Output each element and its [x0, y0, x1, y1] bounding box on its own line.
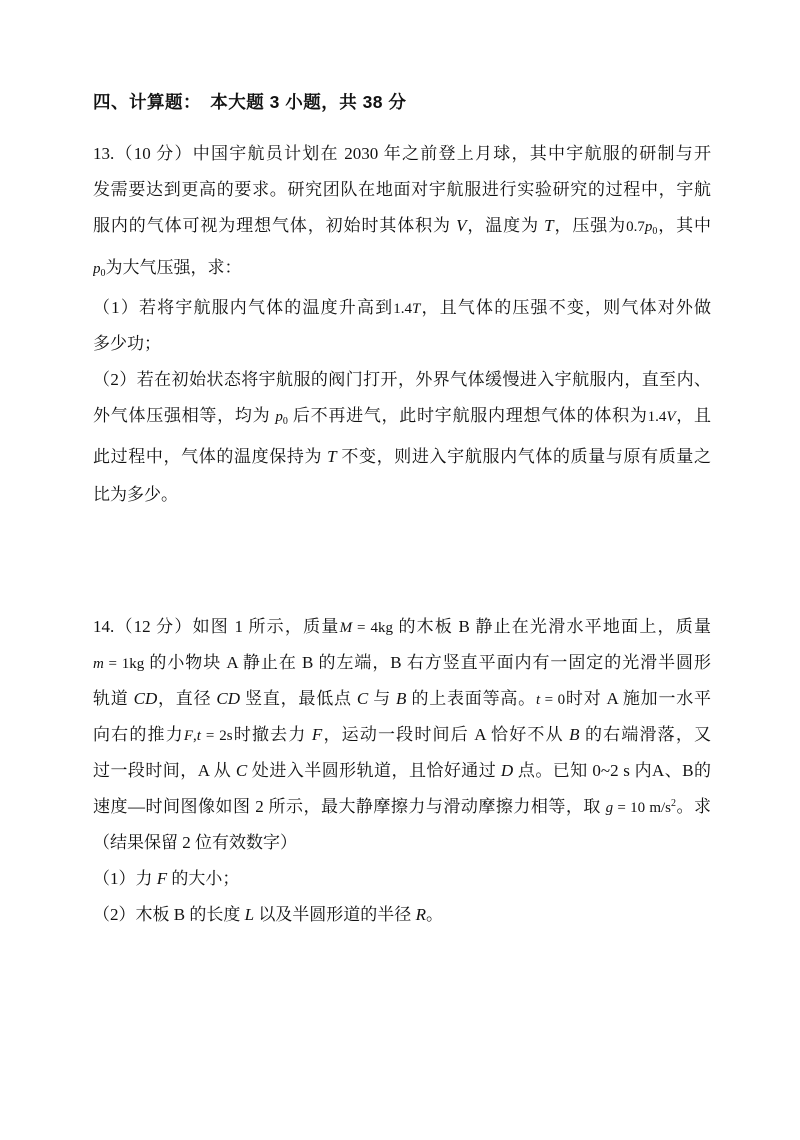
text-run: 。求	[676, 797, 711, 816]
text-run: 0	[282, 416, 288, 427]
text-run: ，且气体的压强不变，则气体对外做	[420, 298, 711, 317]
section-heading: 四、计算题： 本大题 3 小题，共 38 分	[93, 92, 407, 112]
text-run: （2）木板 B 的长度	[93, 905, 245, 924]
text-run: 。	[425, 905, 443, 924]
text-run: 0.7	[626, 219, 645, 235]
text-run: 向右的推力	[93, 725, 184, 744]
text-run: 13.（10 分）中国宇航员计划在 2030 年之前登上月球，其中宇航服的研制与开	[93, 144, 711, 163]
text-line	[93, 326, 711, 362]
text-run: p	[275, 409, 283, 425]
text-run: C	[235, 761, 248, 780]
text-run: g	[605, 800, 614, 816]
text-run: B	[396, 689, 407, 708]
text-run: 后不再进气，此时宇航服内理想气体的体积为	[287, 406, 648, 425]
text-run: t	[535, 692, 541, 708]
text-line	[93, 609, 711, 645]
text-run: = 1kg	[103, 656, 145, 672]
text-run: 速度—时间图像如图 2 所示，最大静摩擦力与滑动摩擦力相等，取	[93, 797, 606, 816]
text-run: 轨道	[93, 689, 134, 708]
text-run: ,	[193, 728, 197, 744]
text-run: （1）若将宇航服内气体的温度升高到	[93, 298, 394, 317]
text-run: T	[412, 301, 421, 317]
text-line	[93, 398, 711, 434]
text-run: V	[456, 216, 467, 235]
text-run: 以及半圆形道的半径	[254, 905, 416, 924]
text-line	[93, 681, 711, 717]
text-run: 竖直，最低点	[240, 689, 357, 708]
text-line	[93, 136, 711, 172]
text-run: B	[569, 725, 580, 744]
text-run: F	[183, 728, 194, 744]
text-run: ，运动一段时间后 A 恰好不从	[322, 725, 570, 744]
question-13	[93, 136, 711, 513]
text-line	[93, 290, 711, 326]
text-run: 2	[671, 798, 677, 809]
text-run: 的小物块 A 静止在 B 的左端，B 右方竖直平面内有一固定的光滑半圆形	[144, 653, 711, 672]
text-run: L	[244, 905, 255, 924]
text-run: T	[544, 216, 554, 235]
text-run: F	[311, 725, 323, 744]
text-run: = 4kg	[352, 620, 393, 636]
text-line	[93, 753, 711, 789]
text-run: t	[196, 728, 201, 744]
text-run: （2）若在初始状态将宇航服的阀门打开，外界气体缓慢进入宇航服内，直至内、	[93, 370, 711, 389]
text-line	[93, 208, 711, 244]
text-run: 1.4	[393, 301, 413, 317]
text-run: ，且	[675, 406, 711, 425]
text-run: CD	[216, 689, 241, 708]
text-run: p	[644, 219, 653, 235]
text-line	[93, 861, 711, 897]
text-run: 为大气压强，求：	[105, 258, 242, 277]
text-line	[93, 477, 711, 513]
text-run: 1.4	[647, 409, 667, 425]
text-run: ，温度为	[466, 216, 545, 235]
text-run: D	[500, 761, 514, 780]
text-run: M	[339, 620, 353, 636]
text-run: = 10 m/s	[613, 800, 672, 816]
text-run: 0	[652, 226, 658, 237]
question-14	[93, 609, 711, 933]
text-run: m	[93, 656, 104, 672]
text-run: 比为多少。	[93, 485, 178, 504]
text-run: 与	[368, 689, 397, 708]
text-run: 此过程中，气体的温度保持为	[93, 447, 328, 466]
text-run: ，直径	[157, 689, 217, 708]
text-run: F	[156, 869, 168, 888]
text-run: 的木板 B 静止在光滑水平地面上，质量	[392, 617, 711, 636]
text-run: 14.（12 分）如图 1 所示，质量	[93, 617, 340, 636]
text-line	[93, 439, 711, 475]
text-run: R	[415, 905, 426, 924]
text-run: = 0	[540, 692, 566, 708]
text-run: （1）力	[93, 869, 157, 888]
text-run: p	[93, 261, 101, 277]
text-run: 不变，则进入宇航服内气体的质量与原有质量之	[336, 447, 711, 466]
text-run: 多少功；	[93, 334, 161, 353]
text-line	[93, 825, 711, 861]
text-run: 0	[100, 268, 106, 279]
text-run: 过一段时间，A 从	[93, 761, 236, 780]
text-run: 处进入半圆形轨道，且恰好通过	[247, 761, 501, 780]
text-run: T	[327, 447, 337, 466]
text-run: ，压强为	[553, 216, 627, 235]
text-run: 外气体压强相等，均为	[93, 406, 276, 425]
text-block	[93, 84, 711, 933]
text-line	[93, 897, 711, 933]
text-run: 时对 A 施加一水平	[565, 689, 711, 708]
text-run: 的上表面等高。	[406, 689, 536, 708]
text-run: CD	[133, 689, 158, 708]
text-run: V	[666, 409, 676, 425]
text-run: ，其中	[657, 216, 711, 235]
text-line	[93, 717, 711, 753]
text-run: = 2s	[200, 728, 233, 744]
text-line	[93, 172, 711, 208]
text-line	[93, 789, 711, 825]
text-run: 的大小；	[167, 869, 240, 888]
text-run: 时撤去力	[232, 725, 312, 744]
text-run: （结果保留 2 位有效数字）	[93, 833, 297, 852]
text-run: 的右端滑落，又	[579, 725, 711, 744]
text-run: 发需要达到更高的要求。研究团队在地面对宇航服进行实验研究的过程中，宇航	[93, 180, 711, 199]
text-line	[93, 250, 711, 286]
text-line	[93, 645, 711, 681]
text-run: 服内的气体可视为理想气体，初始时其体积为	[93, 216, 457, 235]
text-run: C	[356, 689, 369, 708]
text-run: 点。已知 0~2 s 内A、B的	[513, 761, 711, 780]
text-line	[93, 362, 711, 398]
